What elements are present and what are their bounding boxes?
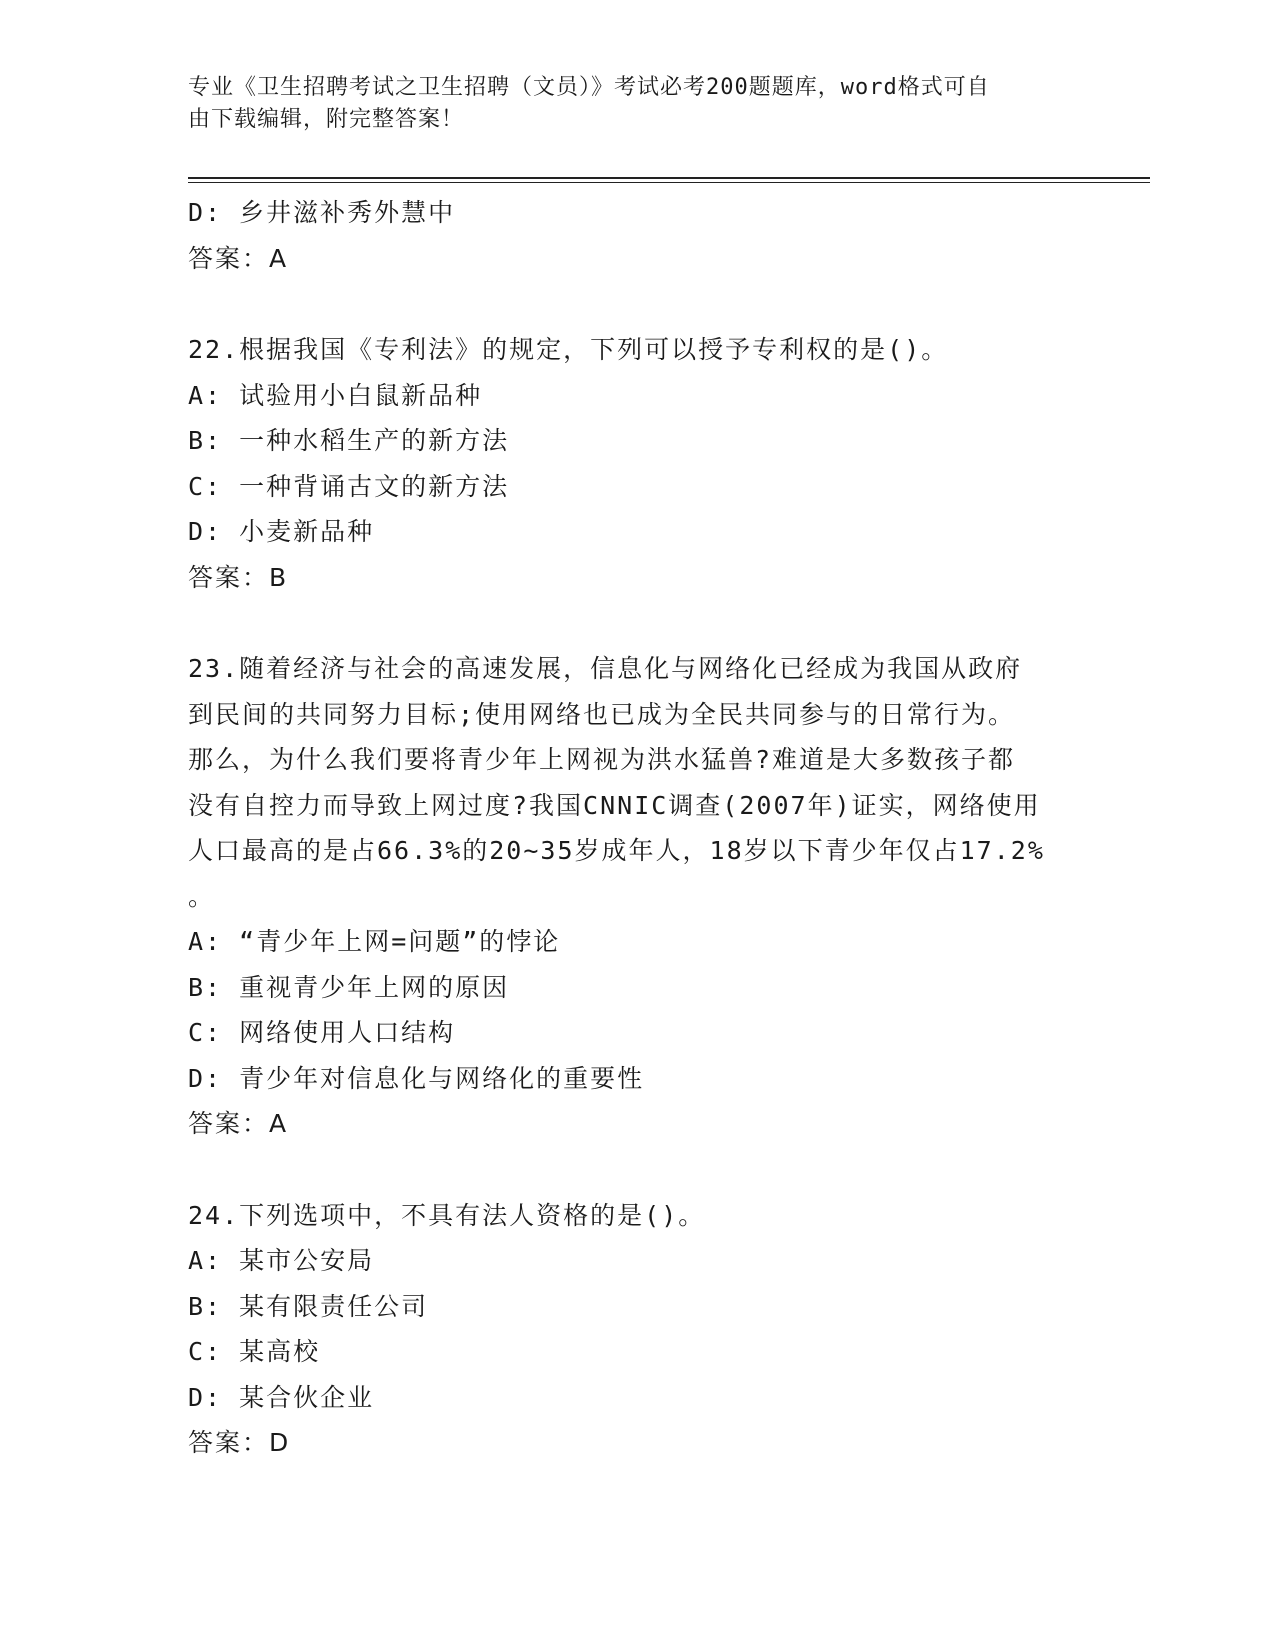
option-c: C: 一种背诵古文的新方法: [188, 471, 510, 501]
option-d: D: 小麦新品种: [188, 517, 375, 546]
question-stem-line-3: 那么，为什么我们要将青少年上网视为洪水猛兽?难道是大多数孩子都: [188, 745, 1016, 774]
option-d: D: 乡井滋补秀外慧中: [188, 198, 456, 227]
header-rule-thin: [188, 182, 1150, 183]
question-stem-line-2: 到民间的共同努力目标;使用网络也已成为全民共同参与的日常行为。: [188, 699, 1016, 729]
option-d: D: 某合伙企业: [188, 1382, 375, 1412]
answer-line: 答案：D: [188, 1428, 291, 1457]
previous-question-tail: [188, 190, 1088, 281]
option-a: A: 试验用小白鼠新品种: [188, 380, 483, 410]
document-header: [188, 72, 1088, 136]
option-b: B: 重视青少年上网的原因: [188, 972, 510, 1002]
option-b: B: 某有限责任公司: [188, 1291, 429, 1321]
header-line-2: 由下载编辑，附完整答案！: [188, 107, 465, 132]
option-d: D: 青少年对信息化与网络化的重要性: [188, 1063, 645, 1093]
question-stem: 22.根据我国《专利法》的规定，下列可以授予专利权的是()。: [188, 335, 949, 364]
option-a: A: “青少年上网=问题”的悖论: [188, 927, 561, 956]
header-rule-thick: [188, 177, 1150, 179]
option-b: B: 一种水稻生产的新方法: [188, 426, 510, 455]
answer-line: 答案：B: [188, 562, 289, 592]
spacer: [188, 281, 1088, 327]
question-stem-line-4: 没有自控力而导致上网过度?我国CNNIC调查(2007年)证实，网络使用: [188, 790, 1041, 820]
document-body: [188, 190, 1088, 1466]
header-line-1: 专业《卫生招聘考试之卫生招聘（文员）》考试必考200题题库，word格式可自: [188, 75, 990, 100]
question-24: [188, 1193, 1088, 1466]
question-stem-line-6: 。: [188, 881, 216, 911]
option-c: C: 网络使用人口结构: [188, 1018, 456, 1047]
question-stem-line-1: 23.随着经济与社会的高速发展，信息化与网络化已经成为我国从政府: [188, 654, 1023, 683]
spacer: [188, 600, 1088, 646]
answer-line: 答案：A: [188, 243, 289, 273]
question-22: [188, 327, 1088, 600]
option-a: A: 某市公安局: [188, 1246, 375, 1275]
question-stem-line-5: 人口最高的是占66.3%的20~35岁成年人，18岁以下青少年仅占17.2%: [188, 836, 1045, 865]
question-stem: 24.下列选项中，不具有法人资格的是()。: [188, 1200, 706, 1230]
answer-line: 答案：A: [188, 1109, 289, 1138]
spacer: [188, 1147, 1088, 1193]
option-c: C: 某高校: [188, 1337, 321, 1366]
question-23: [188, 646, 1088, 1147]
